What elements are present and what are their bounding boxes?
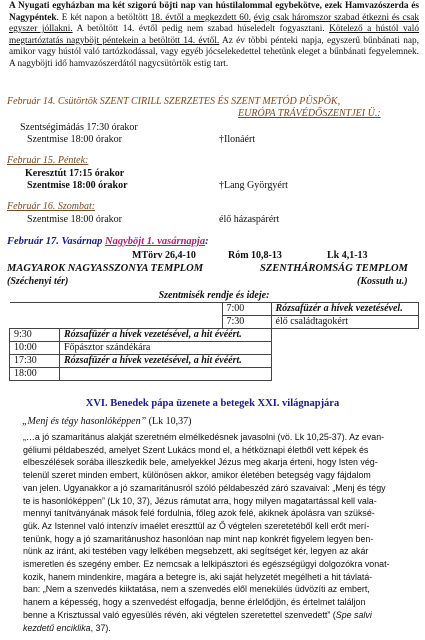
encyclical-title: Spe salvi — [335, 609, 372, 620]
message-line: kozik, hanem mindenkire, magára a betegre is, aki saját helyzetét megélheti a hit távlatá- — [23, 571, 373, 582]
time-cell: 17:30 — [10, 355, 60, 368]
day-header-feb14: Február 14. Csütörtök SZENT CIRILL SZERZETES ÉS SZENT METÓD PÜSPÖK, — [7, 96, 341, 107]
mass-intention: †Ilonáért — [219, 134, 256, 145]
fasting-age-rule: 18. évtől a megkezdett 60. — [150, 12, 251, 23]
message-line: kezdetű enciklika, 37). — [23, 622, 111, 633]
table-row — [10, 368, 419, 381]
event-cell: Rózsafüzér a hívek vezetésével, a hit évéért. — [60, 329, 272, 342]
time-cell: 18:00 — [10, 368, 60, 381]
message-line: ban: „Nem a szenvedés kiiktatása, nem a szenvedés elől menekülés üdvözíti az embert, — [23, 584, 370, 595]
fasting-text: . E két napon a betöltött — [56, 12, 151, 23]
fasting-friday-rule: Kötelező a hústól való megtartóztatás nagyböjt péntekein a betöltött 14. évtől. — [9, 24, 420, 46]
mass-intention: élő házaspárért — [219, 214, 280, 225]
church-left-address: (Széchenyi tér) — [7, 276, 69, 287]
message-line: nünk az iránt, aki testében vagy lelkében megsebzett, aki segítséget kér, legyen az akár — [23, 546, 369, 557]
fasting-penance-text: Az év többi pénteki napja, egyszerű bűnbánati nap, amikor vagy hústól való tartózkodással, vagy egyéb jócselekedettel tehetünk eleget a bűnbánati fegyelemnek. A nagyböjti idő hamvazószerdától nagycsütörtök estig tart. — [9, 35, 419, 69]
message-line: elbeszélések sorába illeszkedik bele, amelyekkel Jézus meg akarja érteni, hogy Isten vég- — [23, 457, 378, 468]
schedule-row: Keresztút 17:15 órakor — [25, 168, 125, 179]
time-cell: 7:00 — [222, 303, 271, 316]
day-header-feb14-line2: EURÓPA TRÁVÉDŐSZENTJEI Ü.: — [238, 108, 381, 119]
table-header: Szentmisék rendje és ideje: — [10, 290, 419, 303]
schedule-row: Szentmise 18:00 órakor — [27, 134, 122, 145]
mass-schedule-table — [9, 290, 419, 381]
sunday-header: Február 17. Vasárnap Nagyböjt 1. vasárnapja: — [7, 236, 209, 247]
message-line: hanem a képesség, hogy a szenvedést elfogadja, benne érlelődjön, és értelmet találjon — [23, 597, 366, 608]
time-cell: 10:00 — [10, 342, 60, 355]
table-row — [10, 316, 419, 329]
message-title: XVI. Benedek pápa üzenete a betegek XXI. világnapjára — [85, 398, 340, 409]
message-line: ismeretlen és szegény ember. Ez nemcsak a lelkipásztori és egészségügyi dolgozókra vonat- — [23, 559, 390, 570]
message-line: „…a jó szamaritánus alakját szeretném elmélkedésnek javasolni (vö. Lk 10,25-37). Az evan- — [23, 432, 385, 442]
mass-intention: †Lang Györgyért — [219, 180, 288, 191]
message-line: te is hasonlóképpen” (Lk 10, 37), Jézus rámutat arra, hogy milyen magatartással kell vala- — [23, 495, 377, 506]
fasting-meat-rule: A betöltött 14. évtől pedig nem szabad húseledelt fogyasztani. — [72, 24, 330, 35]
reading-3: Lk 4,1-13 — [327, 250, 368, 261]
table-row — [10, 303, 419, 316]
church-right-name: SZENTHÁROMSÁG TEMPLOM — [260, 263, 408, 274]
event-cell: Főpásztor szándékára — [60, 342, 272, 355]
reading-2: Róm 10,8-13 — [228, 250, 282, 261]
day-header-feb16: Február 16. Szombat: — [7, 201, 96, 212]
fasting-rules-paragraph — [9, 1, 419, 71]
schedule-row: Szentmise 18:00 órakor — [27, 214, 122, 225]
message-line: gük. Az Istennel való intenzív imaélet ereszttül az Ő végtelen szeretetéből kell erőt merí- — [23, 520, 370, 531]
message-line: benne a Krisztussal való egyesülés révén, aki végtelen szeretettel szenvedett” (Spe salvi — [23, 609, 372, 620]
message-body — [23, 431, 417, 634]
event-cell: élő családtagokért — [271, 316, 419, 329]
fasting-days: Hamvazószerda és Nagypéntek — [9, 1, 419, 23]
fasting-intro: A Nyugati egyházban ma két szigorú böjti nap van hústilalommal egybekötve, ezek — [9, 1, 343, 11]
message-line: mennyi tanítványának mások felé fordulnia, főleg azok felé, akiknek ápolásra van szüksé- — [23, 508, 375, 519]
message-quote: „Menj és tégy hasonlóképpen” (Lk 10,37) — [22, 416, 192, 427]
day-header-feb15: Február 15. Péntek: — [7, 155, 89, 166]
time-cell: 9:30 — [10, 329, 60, 342]
event-cell — [60, 368, 272, 381]
message-line: van jelen. Ugyanakkor a jó szamaritánusról szóló példabeszéd záró szavaival: „Menj és tégy — [23, 482, 386, 493]
schedule-row: Szentségimádás 17:30 órakor — [20, 122, 138, 133]
time-cell: 7:30 — [222, 316, 271, 329]
message-line: telenül szeret minden embert, különösen akkor, amikor életében betegség vagy fájdalom — [23, 470, 371, 481]
table-row — [10, 355, 419, 368]
schedule-row: Szentmise 18:00 órakor — [27, 180, 128, 191]
reading-1: MTörv 26,4-10 — [132, 250, 196, 261]
message-line: tenünk, hogy a jó szamaritánushoz hasonlóan nap mint nap konkrét figyelem legyen ben- — [23, 533, 374, 544]
message-line: géliumi példabeszéd, amelyet Szent Lukács mond el, a hétköznapi életből vett képek és — [23, 444, 369, 455]
table-row — [10, 329, 419, 342]
table-row — [10, 342, 419, 355]
event-cell: Rózsafüzér a hívek vezetésével, a hit évéért. — [60, 355, 272, 368]
church-left-name: MAGYAROK NAGYASSZONYA TEMPLOM — [7, 263, 204, 274]
event-cell: Rózsafüzér a hívek vezetésével. — [271, 303, 419, 316]
fasting-meal-rule: évig csak háromszor szabad étkezni és csak egyszer jóllakni. — [9, 12, 419, 35]
church-right-address: (Kossuth u.) — [357, 276, 408, 287]
